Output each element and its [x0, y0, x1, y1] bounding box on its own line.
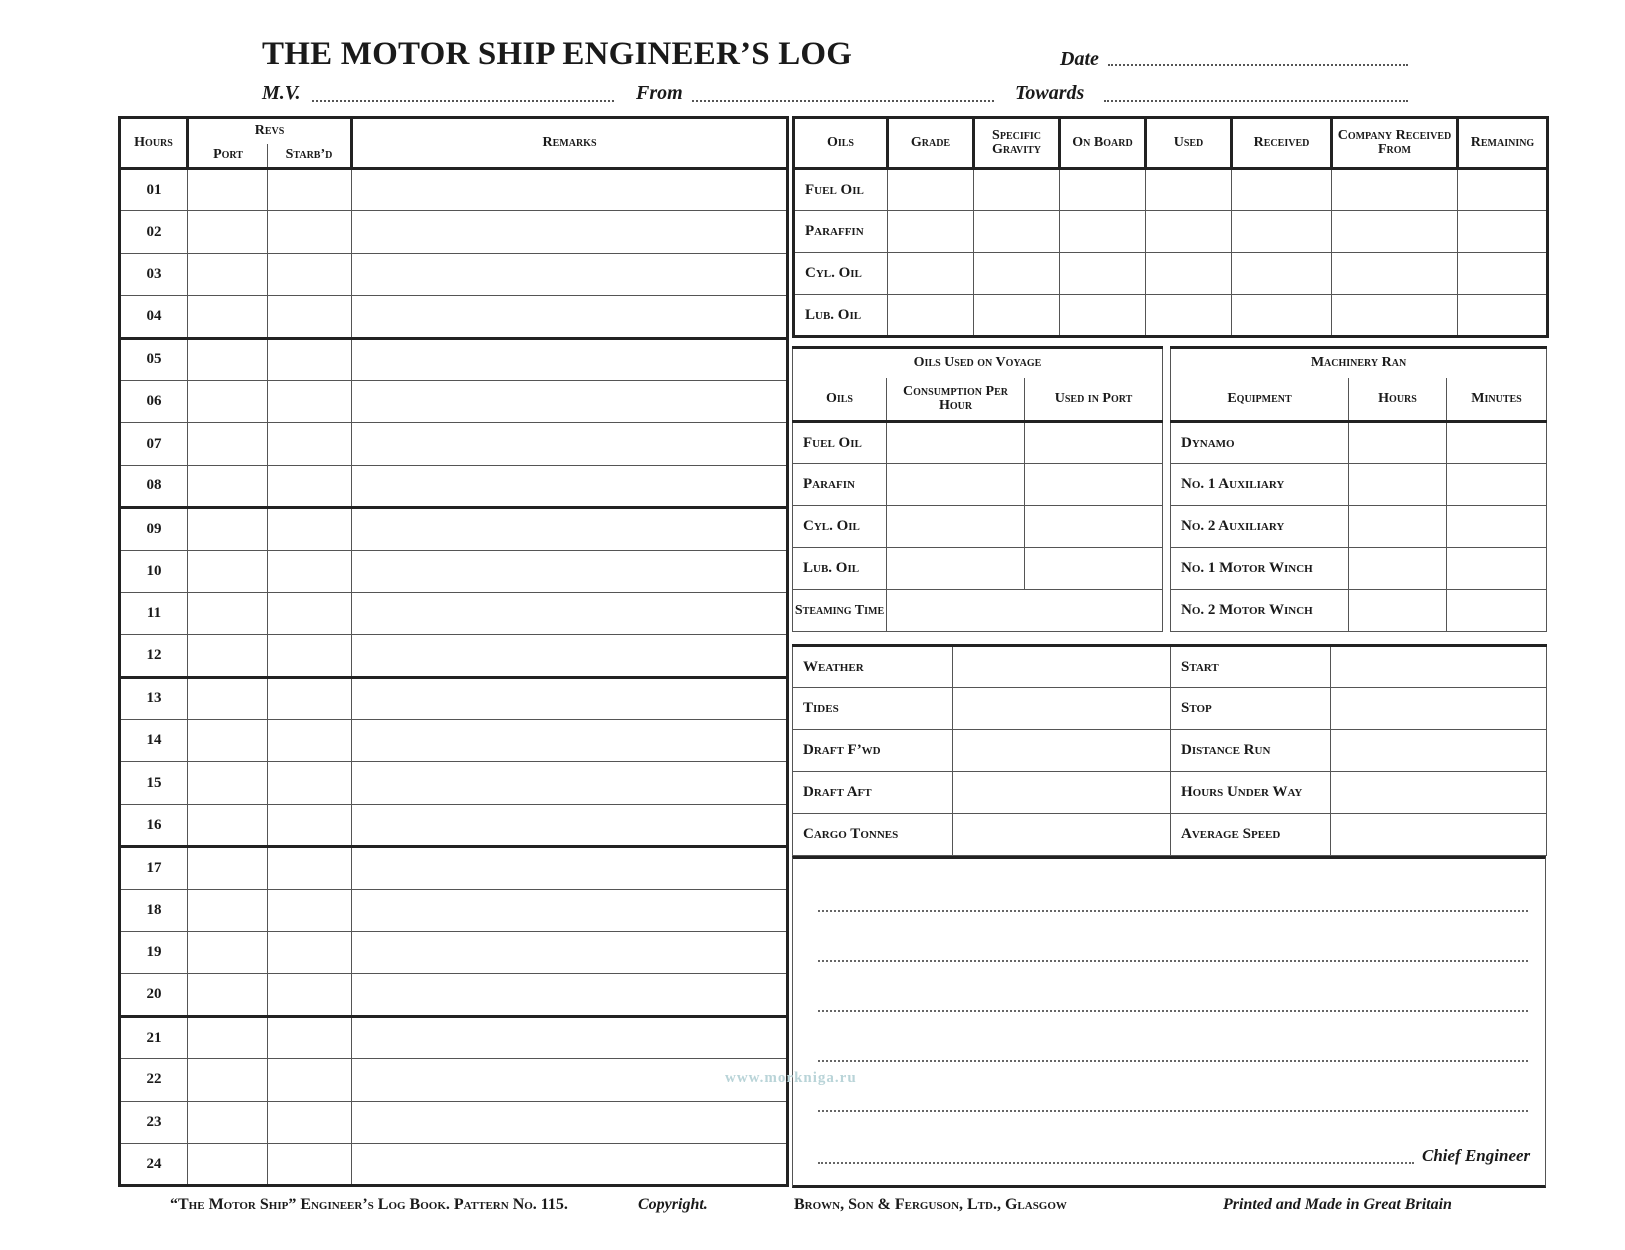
table-row — [1171, 590, 1547, 632]
hour-number: 08 — [120, 465, 188, 507]
table-row — [120, 550, 788, 592]
revs-port-cell[interactable] — [188, 1059, 268, 1101]
oil-type-label: Fuel Oil — [794, 169, 888, 211]
remarks-cell[interactable] — [352, 1059, 788, 1101]
machinery-hours-cell[interactable] — [1349, 506, 1447, 548]
table-row — [120, 889, 788, 931]
hours-header: Hours — [120, 118, 188, 169]
revs-port-cell[interactable] — [188, 465, 268, 507]
used-in-port-header: Used in Port — [1025, 378, 1163, 422]
oil-cell[interactable] — [974, 211, 1060, 253]
revs-port-cell[interactable] — [188, 1143, 268, 1185]
notes-line-5[interactable] — [818, 1110, 1528, 1112]
watermark: www.morkniga.ru — [725, 1070, 857, 1086]
voyage-oil-label: Parafin — [793, 464, 887, 506]
used-in-port-cell[interactable] — [1025, 506, 1163, 548]
table-row — [793, 646, 1547, 688]
passage-label: Stop — [1171, 688, 1331, 730]
footer-copyright: Copyright. — [638, 1196, 708, 1213]
machinery-hours-header: Hours — [1349, 378, 1447, 422]
revs-stbd-cell[interactable] — [268, 635, 352, 677]
oil-cell[interactable] — [888, 253, 974, 295]
table-row — [793, 464, 1163, 506]
table-row — [793, 730, 1547, 772]
remarks-cell[interactable] — [352, 169, 788, 211]
table-row — [1171, 506, 1547, 548]
voyage-oil-label: Cyl. Oil — [793, 506, 887, 548]
hour-number: 18 — [120, 889, 188, 931]
revs-stbd-cell[interactable] — [268, 1016, 352, 1058]
remarks-cell[interactable] — [352, 508, 788, 550]
hour-number: 03 — [120, 253, 188, 295]
remarks-header: Remarks — [352, 118, 788, 169]
remarks-cell[interactable] — [352, 847, 788, 889]
oil-cell[interactable] — [888, 295, 974, 337]
notes-area — [792, 856, 1546, 1188]
remarks-cell[interactable] — [352, 932, 788, 974]
revs-stbd-cell[interactable] — [268, 592, 352, 634]
hour-number: 19 — [120, 932, 188, 974]
oil-cell[interactable] — [1146, 253, 1232, 295]
table-row — [794, 211, 1548, 253]
remarks-cell[interactable] — [352, 804, 788, 846]
mv-label: M.V. — [262, 82, 301, 104]
oil-cell[interactable] — [1060, 211, 1146, 253]
consumption-header: Consumption Per Hour — [887, 378, 1025, 422]
hour-number: 10 — [120, 550, 188, 592]
table-row — [793, 506, 1163, 548]
table-row — [120, 1101, 788, 1143]
table-row — [120, 465, 788, 507]
mv-field[interactable] — [312, 100, 614, 102]
hour-number: 04 — [120, 296, 188, 338]
passage-label: Hours Under Way — [1171, 772, 1331, 814]
condition-value-cell[interactable] — [953, 688, 1171, 730]
table-row — [120, 762, 788, 804]
revs-stbd-cell[interactable] — [268, 211, 352, 253]
passage-value-cell[interactable] — [1331, 772, 1547, 814]
remarks-cell[interactable] — [352, 677, 788, 719]
revs-stbd-cell[interactable] — [268, 804, 352, 846]
passage-label: Distance Run — [1171, 730, 1331, 772]
machinery-minutes-header: Minutes — [1447, 378, 1547, 422]
equipment-label: No. 2 Motor Winch — [1171, 590, 1349, 632]
table-row — [793, 422, 1163, 464]
hour-number: 06 — [120, 380, 188, 422]
table-row — [120, 847, 788, 889]
oil-cell[interactable] — [974, 295, 1060, 337]
oil-cell[interactable] — [1332, 253, 1458, 295]
table-row — [793, 548, 1163, 590]
table-row — [120, 380, 788, 422]
footer-printed: Printed and Made in Great Britain — [1223, 1196, 1452, 1213]
from-field[interactable] — [692, 100, 994, 102]
used-in-port-cell[interactable] — [1025, 422, 1163, 464]
machinery-minutes-cell[interactable] — [1447, 506, 1547, 548]
passage-value-cell[interactable] — [1331, 814, 1547, 856]
revs-stbd-cell[interactable] — [268, 465, 352, 507]
table-row — [120, 720, 788, 762]
remarks-cell[interactable] — [352, 211, 788, 253]
passage-value-cell[interactable] — [1331, 646, 1547, 688]
towards-field[interactable] — [1104, 100, 1408, 102]
table-row — [120, 677, 788, 719]
revs-port-cell[interactable] — [188, 253, 268, 295]
revs-header: Revs — [188, 118, 352, 144]
table-row — [120, 338, 788, 380]
condition-value-cell[interactable] — [953, 814, 1171, 856]
condition-label: Draft Aft — [793, 772, 953, 814]
used-in-port-cell[interactable] — [1025, 548, 1163, 590]
specific-gravity-header: Specific Gravity — [974, 118, 1060, 169]
revs-port-cell[interactable] — [188, 508, 268, 550]
passage-value-cell[interactable] — [1331, 730, 1547, 772]
revs-port-cell[interactable] — [188, 169, 268, 211]
footer-book: “The Motor Ship” Engineer’s Log Book. Pattern No. 115. — [170, 1196, 568, 1213]
machinery-table — [1170, 346, 1547, 632]
consumption-cell[interactable] — [887, 506, 1025, 548]
condition-label: Tides — [793, 688, 953, 730]
revs-port-cell[interactable] — [188, 1101, 268, 1143]
remarks-cell[interactable] — [352, 592, 788, 634]
hour-number: 12 — [120, 635, 188, 677]
oil-type-label: Cyl. Oil — [794, 253, 888, 295]
revs-port-cell[interactable] — [188, 592, 268, 634]
passage-value-cell[interactable] — [1331, 688, 1547, 730]
revs-stbd-cell[interactable] — [268, 380, 352, 422]
oil-cell[interactable] — [1060, 169, 1146, 211]
hour-number: 13 — [120, 677, 188, 719]
revs-port-cell[interactable] — [188, 635, 268, 677]
oil-cell[interactable] — [1146, 211, 1232, 253]
stbd-header: Starb’d — [268, 144, 352, 169]
revs-stbd-cell[interactable] — [268, 1143, 352, 1185]
revs-port-cell[interactable] — [188, 211, 268, 253]
machinery-minutes-cell[interactable] — [1447, 464, 1547, 506]
oil-cell[interactable] — [1332, 211, 1458, 253]
revs-port-cell[interactable] — [188, 380, 268, 422]
condition-label: Weather — [793, 646, 953, 688]
condition-value-cell[interactable] — [953, 730, 1171, 772]
oil-cell[interactable] — [1458, 295, 1548, 337]
table-row — [120, 1143, 788, 1185]
hour-number: 21 — [120, 1016, 188, 1058]
table-row — [793, 814, 1547, 856]
table-row — [794, 253, 1548, 295]
oils-header: Oils — [794, 118, 888, 169]
hour-number: 17 — [120, 847, 188, 889]
passage-label: Average Speed — [1171, 814, 1331, 856]
table-row — [1171, 548, 1547, 590]
table-row — [120, 635, 788, 677]
machinery-title: Machinery Ran — [1171, 348, 1547, 378]
revs-port-cell[interactable] — [188, 338, 268, 380]
revs-stbd-cell[interactable] — [268, 508, 352, 550]
table-row — [120, 1016, 788, 1058]
revs-stbd-cell[interactable] — [268, 889, 352, 931]
on-board-header: On Board — [1060, 118, 1146, 169]
oil-cell[interactable] — [1458, 169, 1548, 211]
hour-number: 11 — [120, 592, 188, 634]
revs-stbd-cell[interactable] — [268, 296, 352, 338]
revs-stbd-cell[interactable] — [268, 338, 352, 380]
remarks-cell[interactable] — [352, 550, 788, 592]
table-row — [794, 169, 1548, 211]
equipment-label: No. 1 Motor Winch — [1171, 548, 1349, 590]
oil-cell[interactable] — [1232, 211, 1332, 253]
remarks-cell[interactable] — [352, 338, 788, 380]
revs-port-cell[interactable] — [188, 889, 268, 931]
voyage-title: Oils Used on Voyage — [793, 348, 1163, 378]
hour-number: 15 — [120, 762, 188, 804]
table-row — [120, 932, 788, 974]
page-title: THE MOTOR SHIP ENGINEER’S LOG — [262, 36, 853, 72]
remarks-cell[interactable] — [352, 762, 788, 804]
remarks-cell[interactable] — [352, 974, 788, 1016]
oil-cell[interactable] — [974, 253, 1060, 295]
condition-label: Cargo Tonnes — [793, 814, 953, 856]
machinery-hours-cell[interactable] — [1349, 464, 1447, 506]
oil-cell[interactable] — [888, 211, 974, 253]
notes-line-1[interactable] — [818, 910, 1528, 912]
remaining-header: Remaining — [1458, 118, 1548, 169]
steaming-time-cell[interactable] — [887, 590, 1163, 632]
signature-line[interactable] — [818, 1162, 1414, 1164]
revs-stbd-cell[interactable] — [268, 720, 352, 762]
company-received-from-header: Company Received From — [1332, 118, 1458, 169]
table-row — [120, 211, 788, 253]
condition-value-cell[interactable] — [953, 646, 1171, 688]
table-row — [120, 169, 788, 211]
from-label: From — [636, 82, 683, 104]
notes-line-4[interactable] — [818, 1060, 1528, 1062]
oil-cell[interactable] — [1232, 169, 1332, 211]
hour-number: 09 — [120, 508, 188, 550]
oil-type-label: Lub. Oil — [794, 295, 888, 337]
remarks-cell[interactable] — [352, 380, 788, 422]
revs-port-cell[interactable] — [188, 296, 268, 338]
revs-port-cell[interactable] — [188, 677, 268, 719]
table-row — [120, 423, 788, 465]
hour-number: 01 — [120, 169, 188, 211]
revs-stbd-cell[interactable] — [268, 974, 352, 1016]
remarks-cell[interactable] — [352, 1101, 788, 1143]
condition-label: Draft F’wd — [793, 730, 953, 772]
table-row — [793, 688, 1547, 730]
equipment-label: No. 1 Auxiliary — [1171, 464, 1349, 506]
chief-engineer-label: Chief Engineer — [1422, 1146, 1531, 1165]
revs-port-cell[interactable] — [188, 423, 268, 465]
revs-port-cell[interactable] — [188, 720, 268, 762]
oil-cell[interactable] — [1332, 169, 1458, 211]
towards-label: Towards — [1015, 82, 1085, 104]
hour-number: 02 — [120, 211, 188, 253]
voyage-table — [792, 346, 1163, 632]
oil-cell[interactable] — [974, 169, 1060, 211]
machinery-minutes-cell[interactable] — [1447, 548, 1547, 590]
machinery-hours-cell[interactable] — [1349, 548, 1447, 590]
port-header: Port — [188, 144, 268, 169]
revs-stbd-cell[interactable] — [268, 932, 352, 974]
revs-port-cell[interactable] — [188, 847, 268, 889]
voyage-oil-label: Fuel Oil — [793, 422, 887, 464]
hour-number: 23 — [120, 1101, 188, 1143]
used-header: Used — [1146, 118, 1232, 169]
table-row — [120, 974, 788, 1016]
revs-stbd-cell[interactable] — [268, 550, 352, 592]
condition-value-cell[interactable] — [953, 772, 1171, 814]
oil-cell[interactable] — [1458, 211, 1548, 253]
table-row — [794, 295, 1548, 337]
footer-publisher: Brown, Son & Ferguson, Ltd., Glasgow — [794, 1196, 1067, 1213]
remarks-cell[interactable] — [352, 889, 788, 931]
table-row — [120, 508, 788, 550]
remarks-cell[interactable] — [352, 720, 788, 762]
notes-line-2[interactable] — [818, 960, 1528, 962]
oil-cell[interactable] — [1458, 253, 1548, 295]
steaming-time-label: Steaming Time — [793, 590, 887, 632]
oil-cell[interactable] — [1060, 295, 1146, 337]
revs-stbd-cell[interactable] — [268, 253, 352, 295]
revs-port-cell[interactable] — [188, 974, 268, 1016]
equipment-label: No. 2 Auxiliary — [1171, 506, 1349, 548]
equipment-label: Dynamo — [1171, 422, 1349, 464]
hour-number: 16 — [120, 804, 188, 846]
remarks-cell[interactable] — [352, 1016, 788, 1058]
oils-table — [792, 116, 1549, 338]
received-header: Received — [1232, 118, 1332, 169]
machinery-minutes-cell[interactable] — [1447, 590, 1547, 632]
revs-stbd-cell[interactable] — [268, 762, 352, 804]
oil-cell[interactable] — [1060, 253, 1146, 295]
revs-stbd-cell[interactable] — [268, 169, 352, 211]
oil-cell[interactable] — [1146, 295, 1232, 337]
oil-cell[interactable] — [1232, 253, 1332, 295]
oil-cell[interactable] — [1146, 169, 1232, 211]
revs-stbd-cell[interactable] — [268, 1101, 352, 1143]
oil-cell[interactable] — [888, 169, 974, 211]
table-row — [1171, 464, 1547, 506]
table-row — [120, 253, 788, 295]
used-in-port-cell[interactable] — [1025, 464, 1163, 506]
oil-cell[interactable] — [1332, 295, 1458, 337]
hour-number: 05 — [120, 338, 188, 380]
remarks-cell[interactable] — [352, 635, 788, 677]
date-label: Date — [1060, 48, 1099, 70]
machinery-hours-cell[interactable] — [1349, 422, 1447, 464]
hour-number: 14 — [120, 720, 188, 762]
table-row — [1171, 422, 1547, 464]
hour-number: 22 — [120, 1059, 188, 1101]
revs-port-cell[interactable] — [188, 1016, 268, 1058]
grade-header: Grade — [888, 118, 974, 169]
date-field[interactable] — [1108, 64, 1408, 66]
table-row — [120, 592, 788, 634]
revs-port-cell[interactable] — [188, 550, 268, 592]
equipment-header: Equipment — [1171, 378, 1349, 422]
table-row — [793, 772, 1547, 814]
revs-port-cell[interactable] — [188, 804, 268, 846]
hour-number: 20 — [120, 974, 188, 1016]
notes-line-3[interactable] — [818, 1010, 1528, 1012]
remarks-cell[interactable] — [352, 423, 788, 465]
machinery-minutes-cell[interactable] — [1447, 422, 1547, 464]
remarks-cell[interactable] — [352, 1143, 788, 1185]
remarks-cell[interactable] — [352, 465, 788, 507]
hour-number: 24 — [120, 1143, 188, 1185]
consumption-cell[interactable] — [887, 422, 1025, 464]
revs-port-cell[interactable] — [188, 762, 268, 804]
revs-stbd-cell[interactable] — [268, 677, 352, 719]
table-row — [120, 296, 788, 338]
revs-stbd-cell[interactable] — [268, 423, 352, 465]
consumption-cell[interactable] — [887, 464, 1025, 506]
consumption-cell[interactable] — [887, 548, 1025, 590]
hour-number: 07 — [120, 423, 188, 465]
voyage-oil-label: Lub. Oil — [793, 548, 887, 590]
table-row — [120, 804, 788, 846]
conditions-table — [792, 644, 1547, 856]
revs-stbd-cell[interactable] — [268, 847, 352, 889]
remarks-cell[interactable] — [352, 253, 788, 295]
hours-table — [118, 116, 789, 1187]
oil-type-label: Paraffin — [794, 211, 888, 253]
remarks-cell[interactable] — [352, 296, 788, 338]
machinery-hours-cell[interactable] — [1349, 590, 1447, 632]
passage-label: Start — [1171, 646, 1331, 688]
oil-cell[interactable] — [1232, 295, 1332, 337]
voyage-oils-header: Oils — [793, 378, 887, 422]
table-row — [120, 1059, 788, 1101]
revs-stbd-cell[interactable] — [268, 1059, 352, 1101]
revs-port-cell[interactable] — [188, 932, 268, 974]
